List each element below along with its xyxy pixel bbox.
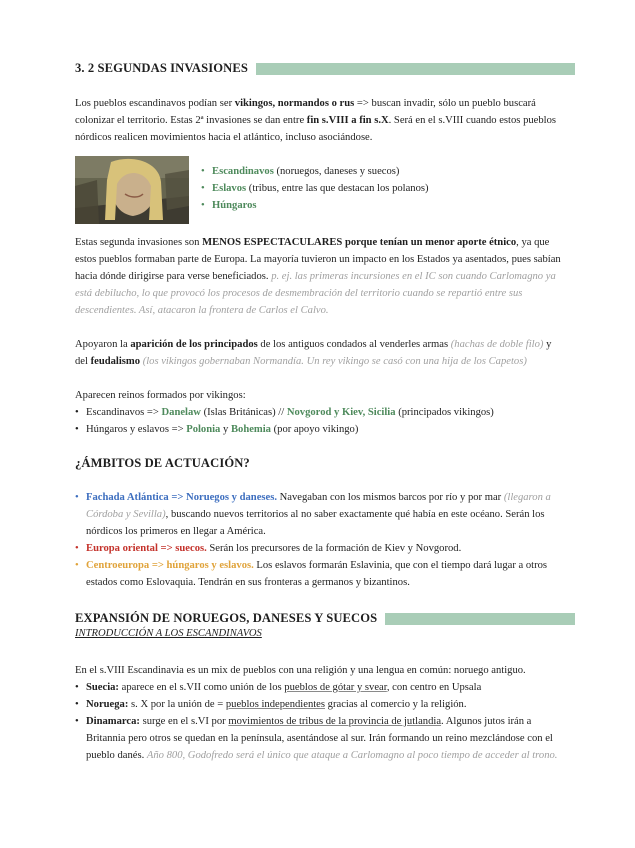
text: (por apoyo vikingo)	[270, 424, 359, 435]
list-item	[75, 679, 559, 696]
peoples-list	[201, 163, 561, 214]
note-text: p. ej. las primeras incursiones en el IC son cuando Carlomagno ya está debilucho, lo que provocó los procesos de desmembración del territorio cuando se repartió entre sus descendientes. Así, atacaron la frontera de Carlos el Calvo.	[75, 271, 556, 316]
invasions-paragraph	[75, 234, 561, 319]
bold-text: vikingos, normandos o rus	[234, 98, 355, 109]
ambito-head: Fachada Atlántica => Noruegos y daneses.	[86, 492, 277, 503]
list-item	[75, 540, 567, 557]
text: Estas segunda invasiones son	[75, 237, 203, 248]
section-title: ¿ÁMBITOS DE ACTUACIÓN?	[75, 456, 250, 470]
list-item	[75, 557, 567, 591]
text: . Será en el s.VIII cuando estos pueblos nórdicos realicen movimientos hacia el atlántico, incluso asociándose.	[75, 115, 557, 143]
text: . Algunos jutos irán a Britannia pero otros se quedan en la península, asentándose al sur. Irán formando un reino mezclándose con el pueblo danés.	[86, 716, 553, 761]
people-desc: (tribus, entre las que destacan los polanos)	[246, 183, 429, 194]
warrior-photo	[75, 156, 189, 224]
bold-text: Dinamarca:	[86, 716, 140, 727]
note-text: (hachas de doble filo)	[450, 339, 544, 350]
text: , con centro en Upsala	[386, 682, 482, 693]
bold-text: Noruega:	[86, 699, 129, 710]
note-text: (los vikingos gobernaban Normandía. Un rey vikingo se casó con una hija de los Capetos)	[140, 356, 527, 367]
underlined-text: movimientos de tribus de la provincia de jutlandia	[228, 716, 442, 727]
note-text: Año 800, Godofredo será el único que ataque a Carlomagno al poco tiempo de acceder al trono.	[146, 750, 558, 761]
underlined-text: pueblos independientes	[225, 699, 326, 710]
bold-text: feudalismo	[90, 356, 141, 367]
text: Serán los precursores de la formación de Kiev y Novgorod.	[206, 543, 462, 554]
kingdom-name: Novgorod y Kiev, Sicilia	[286, 407, 396, 418]
heading-accent-bar	[256, 63, 575, 75]
ambito-head: Europa oriental => suecos.	[86, 543, 207, 554]
text: => buscan invadir, sólo un pueblo buscará colonizar el territorio. Estas 2ª invasiones se dan entre	[75, 98, 536, 126]
bold-text: MENOS ESPECTACULARES porque tenían un menor aporte étnico	[202, 237, 517, 248]
section-heading	[75, 61, 575, 76]
bold-text: Suecia:	[86, 682, 119, 693]
subsection-title: INTRODUCCIÓN A LOS ESCANDINAVOS	[75, 628, 262, 639]
text: Los eslavos formarán Eslavinia, que con el tiempo dará lugar a otros estados como Eslovaquia. Tendrán en sus fronteras a germanos y bizantinos.	[86, 560, 548, 588]
list-item	[75, 489, 567, 540]
kingdom-name: Danelaw	[161, 407, 201, 418]
text: , buscando nuevos territorios al no saber exactamente qué había en este océano. Serán los nórdicos los primeros en llegar a América.	[86, 509, 545, 537]
section-heading	[75, 611, 575, 626]
list-item	[75, 421, 570, 438]
list-item	[75, 696, 559, 713]
text: Húngaros y eslavos =>	[86, 424, 187, 435]
section-title: 3. 2 SEGUNDAS INVASIONES	[75, 61, 248, 75]
text: s. X por la unión de =	[128, 699, 226, 710]
heading-accent-bar	[385, 613, 575, 625]
text: Los pueblos escandinavos podían ser	[75, 98, 235, 109]
text: (Islas Británicas) //	[200, 407, 287, 418]
text: aparece en el s.VII como unión de los	[118, 682, 285, 693]
text: Navegaban con los mismos barcos por río y por mar	[277, 492, 504, 503]
people-name: Eslavos	[212, 183, 247, 194]
text: Escandinavos =>	[86, 407, 162, 418]
list-item	[75, 404, 570, 421]
bold-text: aparición de los principados	[130, 339, 258, 350]
people-desc: (noruegos, daneses y suecos)	[273, 166, 400, 177]
list-item	[201, 163, 561, 180]
list-item	[201, 197, 561, 214]
text: surge en el s.VI por	[139, 716, 229, 727]
underlined-text: pueblos de gótar y svear	[284, 682, 387, 693]
text: gracias al comercio y la religión.	[325, 699, 467, 710]
text: y del	[75, 339, 552, 367]
escandinavia-intro: En el s.VIII Escandinavia es un mix de pueblos con una religión y una lengua en común: noruego antiguo.	[75, 665, 526, 676]
intro-paragraph	[75, 95, 565, 146]
bold-text: fin s.VIII a fin s.X	[306, 115, 389, 126]
kingdoms-intro: Aparecen reinos formados por vikingos:	[75, 390, 246, 401]
list-item	[75, 713, 559, 764]
people-name: Escandinavos	[212, 166, 274, 177]
list-item	[201, 180, 561, 197]
section-title: EXPANSIÓN DE NORUEGOS, DANESES Y SUECOS	[75, 611, 378, 625]
ambito-head: Centroeuropa => húngaros y eslavos.	[86, 560, 254, 571]
kingdoms-origin-list	[75, 679, 559, 764]
text: , ya que estos pueblos formaban parte de Europa. La mayoría tuvieron un impacto en los Estados ya asentados, pues sabían hacia dónde dirigirse para verse beneficiados.	[75, 237, 561, 282]
text: (principados vikingos)	[395, 407, 494, 418]
ambitos-list	[75, 489, 567, 591]
text: Apoyaron la	[75, 339, 131, 350]
kingdom-name: Polonia	[186, 424, 221, 435]
principados-paragraph	[75, 336, 565, 370]
kingdom-name: Bohemia	[230, 424, 271, 435]
kingdoms-list	[75, 404, 570, 438]
note-text: (llegaron a Córdoba y Sevilla)	[86, 492, 551, 520]
text: y	[220, 424, 231, 435]
section-heading	[75, 456, 575, 471]
people-name: Húngaros	[212, 200, 257, 211]
text: de los antiguos condados al venderles armas	[257, 339, 451, 350]
